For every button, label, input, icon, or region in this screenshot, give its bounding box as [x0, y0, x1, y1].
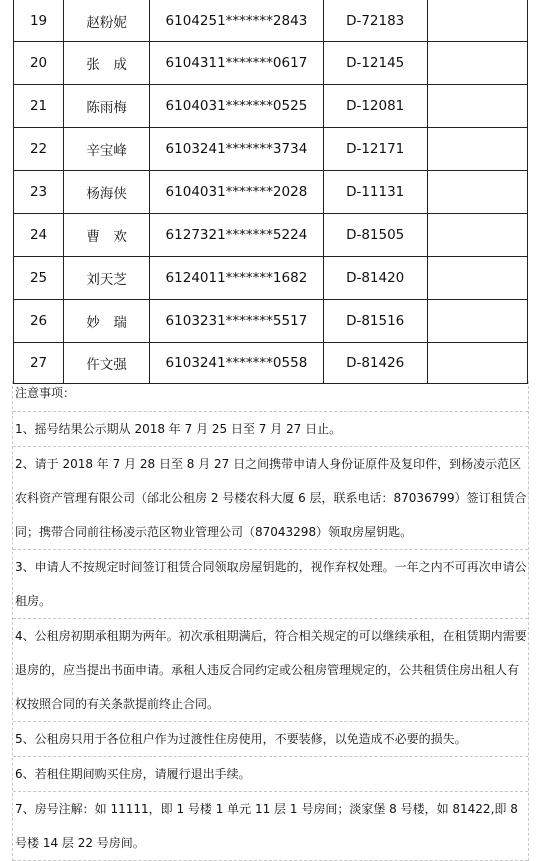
table-row — [14, 343, 528, 384]
room-number-cell: D-12081 — [323, 85, 427, 128]
row-number-cell: 26 — [14, 300, 64, 343]
row-number-cell: 25 — [14, 257, 64, 300]
row-number-cell: 24 — [14, 214, 64, 257]
room-number-cell: D-12145 — [323, 42, 427, 85]
note-item-6: 6、若租住期间购买住房，请履行退出手续。 — [13, 757, 528, 792]
room-number-cell: D-11131 — [323, 171, 427, 214]
row-number-cell: 19 — [14, 0, 64, 42]
remark-cell — [427, 171, 527, 214]
applicant-name-cell: 杨海侠 — [64, 171, 150, 214]
remark-cell — [427, 257, 527, 300]
notes-heading: 注意事项： — [13, 381, 528, 412]
applicant-name-cell: 赵粉妮 — [64, 0, 150, 42]
applicant-name-cell: 辛宝峰 — [64, 128, 150, 171]
applicant-name-cell: 刘天芝 — [64, 257, 150, 300]
room-number-cell: D-12171 — [323, 128, 427, 171]
id-number-cell: 6104031*******0525 — [150, 85, 323, 128]
id-number-cell: 6104031*******2028 — [150, 171, 323, 214]
id-number-cell: 6104311*******0617 — [150, 42, 323, 85]
applicant-name-cell: 陈雨梅 — [64, 85, 150, 128]
remark-cell — [427, 214, 527, 257]
row-number-cell: 21 — [14, 85, 64, 128]
allocation-table — [13, 0, 528, 384]
row-number-cell: 22 — [14, 128, 64, 171]
table-row — [14, 0, 528, 42]
id-number-cell: 6103241*******0558 — [150, 343, 323, 384]
room-number-cell: D-81505 — [323, 214, 427, 257]
row-number-cell: 23 — [14, 171, 64, 214]
table-row — [14, 85, 528, 128]
table-row — [14, 214, 528, 257]
room-number-cell: D-72183 — [323, 0, 427, 42]
room-number-cell: D-81426 — [323, 343, 427, 384]
remark-cell — [427, 0, 527, 42]
applicant-name-cell: 仵文强 — [64, 343, 150, 384]
allocation-table-body — [14, 0, 528, 384]
note-item-4: 4、公租房初期承租期为两年。初次承租期满后，符合相关规定的可以继续承租，在租赁期内需要退房的，应当提出书面申请。承租人违反合同约定或公租房管理规定的，公共租赁住房出租人有权按照合同的有关条款提前终止合同。 — [13, 619, 528, 722]
note-item-5: 5、公租房只用于各位租户作为过渡性住房使用，不要装修，以免造成不必要的损失。 — [13, 722, 528, 757]
table-row — [14, 42, 528, 85]
table-row — [14, 128, 528, 171]
applicant-name-cell: 张 成 — [64, 42, 150, 85]
note-item-2: 2、请于 2018 年 7 月 28 日至 8 月 27 日之间携带申请人身份证原件及复印件，到杨凌示范区农科资产管理有限公司（邰北公租房 2 号楼农科大厦 6 层，联系电话：87036799）签订租赁合同；携带合同前往杨凌示范区物业管理公司（87043298）领取房屋钥匙。 — [13, 447, 528, 550]
table-row — [14, 257, 528, 300]
remark-cell — [427, 128, 527, 171]
id-number-cell: 6104251*******2843 — [150, 0, 323, 42]
table-row — [14, 300, 528, 343]
note-item-3: 3、申请人不按规定时间签订租赁合同领取房屋钥匙的，视作弃权处理。一年之内不可再次申请公租房。 — [13, 550, 528, 619]
remark-cell — [427, 300, 527, 343]
notes-section — [12, 381, 529, 861]
note-item-7: 7、房号注解：如 11111，即 1 号楼 1 单元 11 层 1 号房间；淡家堡 8 号楼，如 81422,即 8 号楼 14 层 22 号房间。 — [13, 792, 528, 861]
id-number-cell: 6127321*******5224 — [150, 214, 323, 257]
table-row — [14, 171, 528, 214]
remark-cell — [427, 85, 527, 128]
room-number-cell: D-81516 — [323, 300, 427, 343]
note-item-1: 1、摇号结果公示期从 2018 年 7 月 25 日至 7 月 27 日止。 — [13, 412, 528, 447]
applicant-name-cell: 妙 瑞 — [64, 300, 150, 343]
row-number-cell: 27 — [14, 343, 64, 384]
remark-cell — [427, 343, 527, 384]
id-number-cell: 6124011*******1682 — [150, 257, 323, 300]
row-number-cell: 20 — [14, 42, 64, 85]
id-number-cell: 6103241*******3734 — [150, 128, 323, 171]
room-number-cell: D-81420 — [323, 257, 427, 300]
id-number-cell: 6103231*******5517 — [150, 300, 323, 343]
remark-cell — [427, 42, 527, 85]
applicant-name-cell: 曹 欢 — [64, 214, 150, 257]
